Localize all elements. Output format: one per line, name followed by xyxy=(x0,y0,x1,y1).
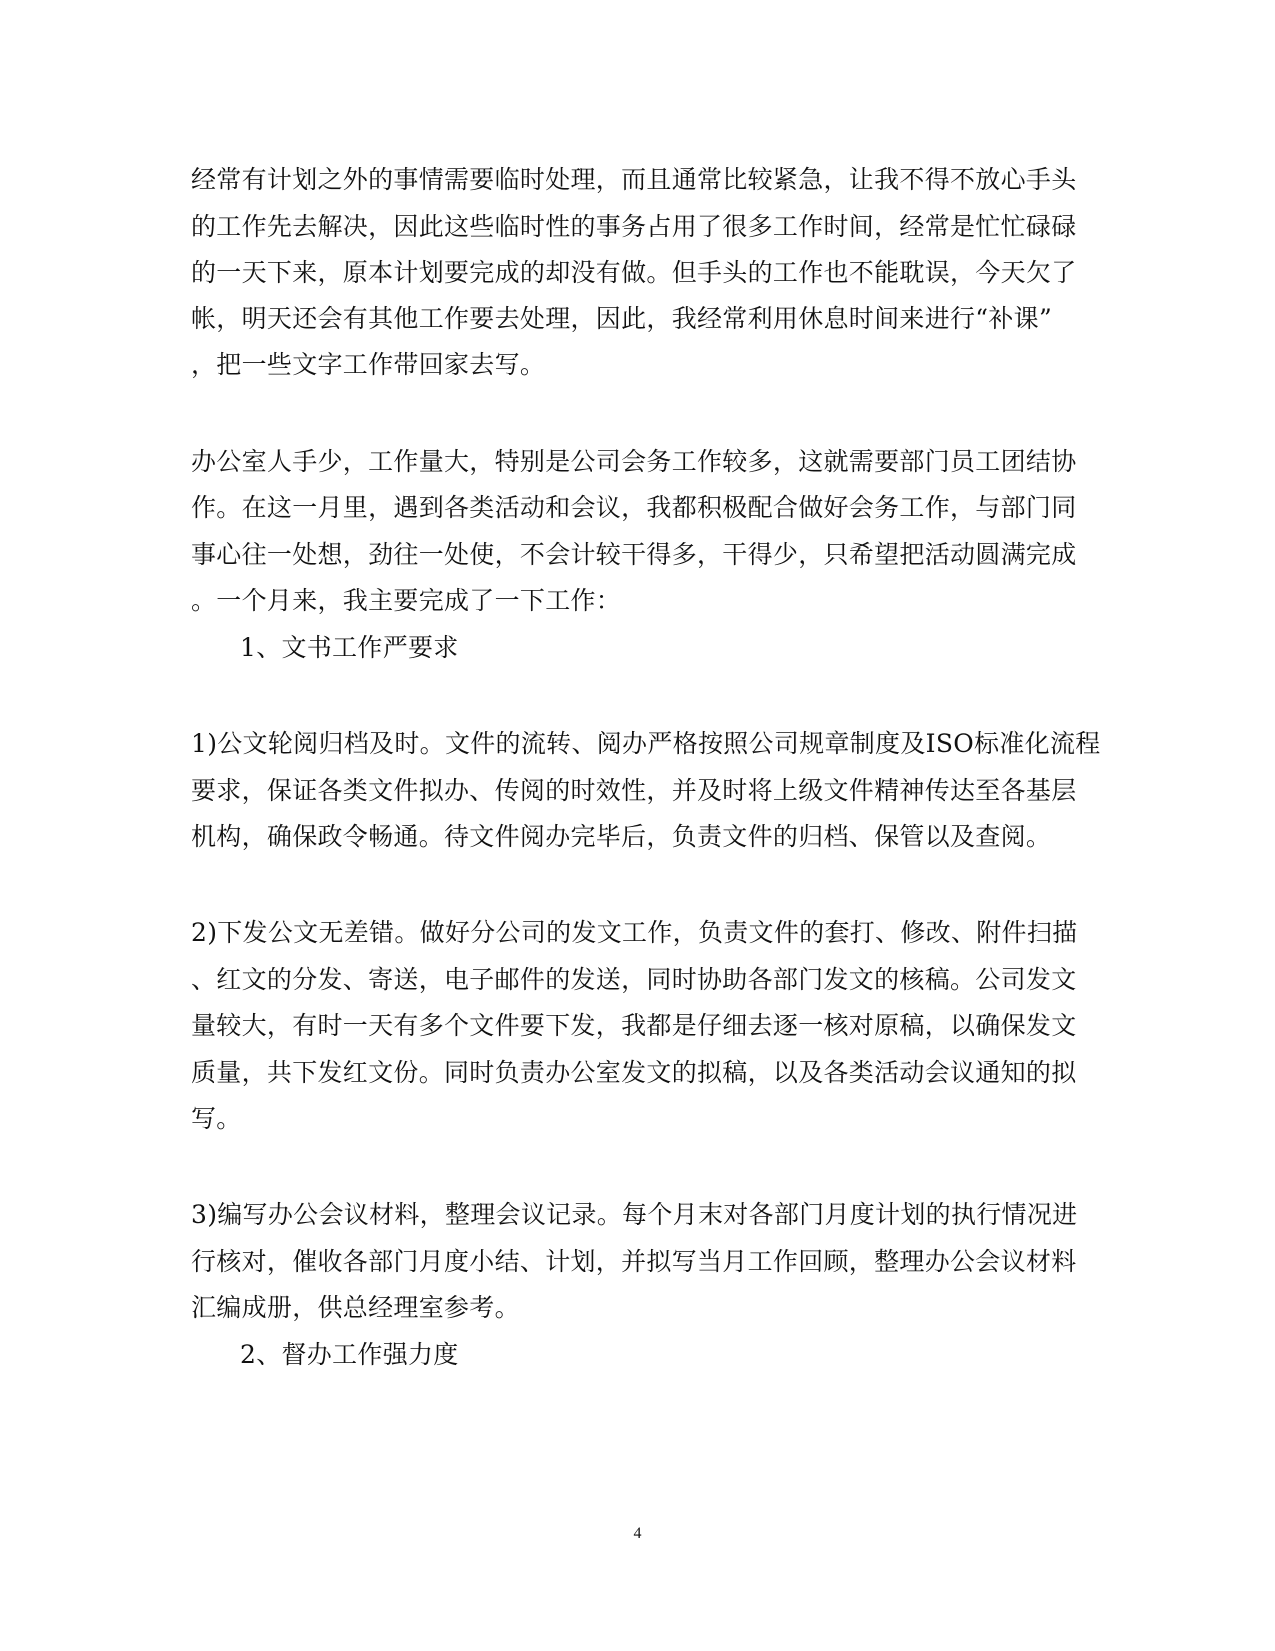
text-line: 。一个月来，我主要完成了一下工作： xyxy=(191,586,622,615)
section-heading: 1、文书工作严要求 xyxy=(240,633,459,662)
text-line: 作。在这一月里，遇到各类活动和会议，我都积极配合做好会务工作，与部门同 xyxy=(191,493,1077,522)
text-line: 的一天下来，原本计划要完成的却没有做。但手头的工作也不能耽误，今天欠了 xyxy=(191,258,1077,287)
page-number: 4 xyxy=(633,1525,642,1542)
text-line: 办公室人手少，工作量大，特别是公司会务工作较多，这就需要部门员工团结协 xyxy=(191,447,1077,476)
section-heading: 2、督办工作强力度 xyxy=(240,1340,459,1369)
text-line: 、红文的分发、寄送，电子邮件的发送，同时协助各部门发文的核稿。公司发文 xyxy=(191,965,1077,994)
text-line: 写。 xyxy=(191,1104,242,1133)
text-line: 事心往一处想，劲往一处使，不会计较干得多，干得少，只希望把活动圆满完成 xyxy=(191,540,1077,569)
text-line: 行核对，催收各部门月度小结、计划，并拟写当月工作回顾，整理办公会议材料 xyxy=(191,1247,1077,1276)
text-line: 2)下发公文无差错。做好分公司的发文工作，负责文件的套打、修改、附件扫描 xyxy=(191,918,1078,947)
text-line: 汇编成册，供总经理室参考。 xyxy=(191,1293,520,1322)
text-line: 量较大，有时一天有多个文件要下发，我都是仔细去逐一核对原稿，以确保发文 xyxy=(191,1011,1077,1040)
text-line: 的工作先去解决，因此这些临时性的事务占用了很多工作时间，经常是忙忙碌碌 xyxy=(191,212,1077,241)
text-line: 帐，明天还会有其他工作要去处理，因此，我经常利用休息时间来进行“补课” xyxy=(191,304,1053,333)
text-line: 要求，保证各类文件拟办、传阅的时效性，并及时将上级文件精神传达至各基层 xyxy=(191,776,1077,805)
text-line: ，把一些文字工作带回家去写。 xyxy=(191,350,546,379)
text-line: 经常有计划之外的事情需要临时处理，而且通常比较紧急，让我不得不放心手头 xyxy=(191,165,1077,194)
text-line: 3)编写办公会议材料，整理会议记录。每个月末对各部门月度计划的执行情况进 xyxy=(191,1200,1078,1229)
text-line: 1)公文轮阅归档及时。文件的流转、阅办严格按照公司规章制度及ISO标准化流程 xyxy=(191,729,1101,758)
text-line: 质量，共下发红文份。同时负责办公室发文的拟稿，以及各类活动会议通知的拟 xyxy=(191,1058,1077,1087)
text-line: 机构，确保政令畅通。待文件阅办完毕后，负责文件的归档、保管以及查阅。 xyxy=(191,822,1052,851)
